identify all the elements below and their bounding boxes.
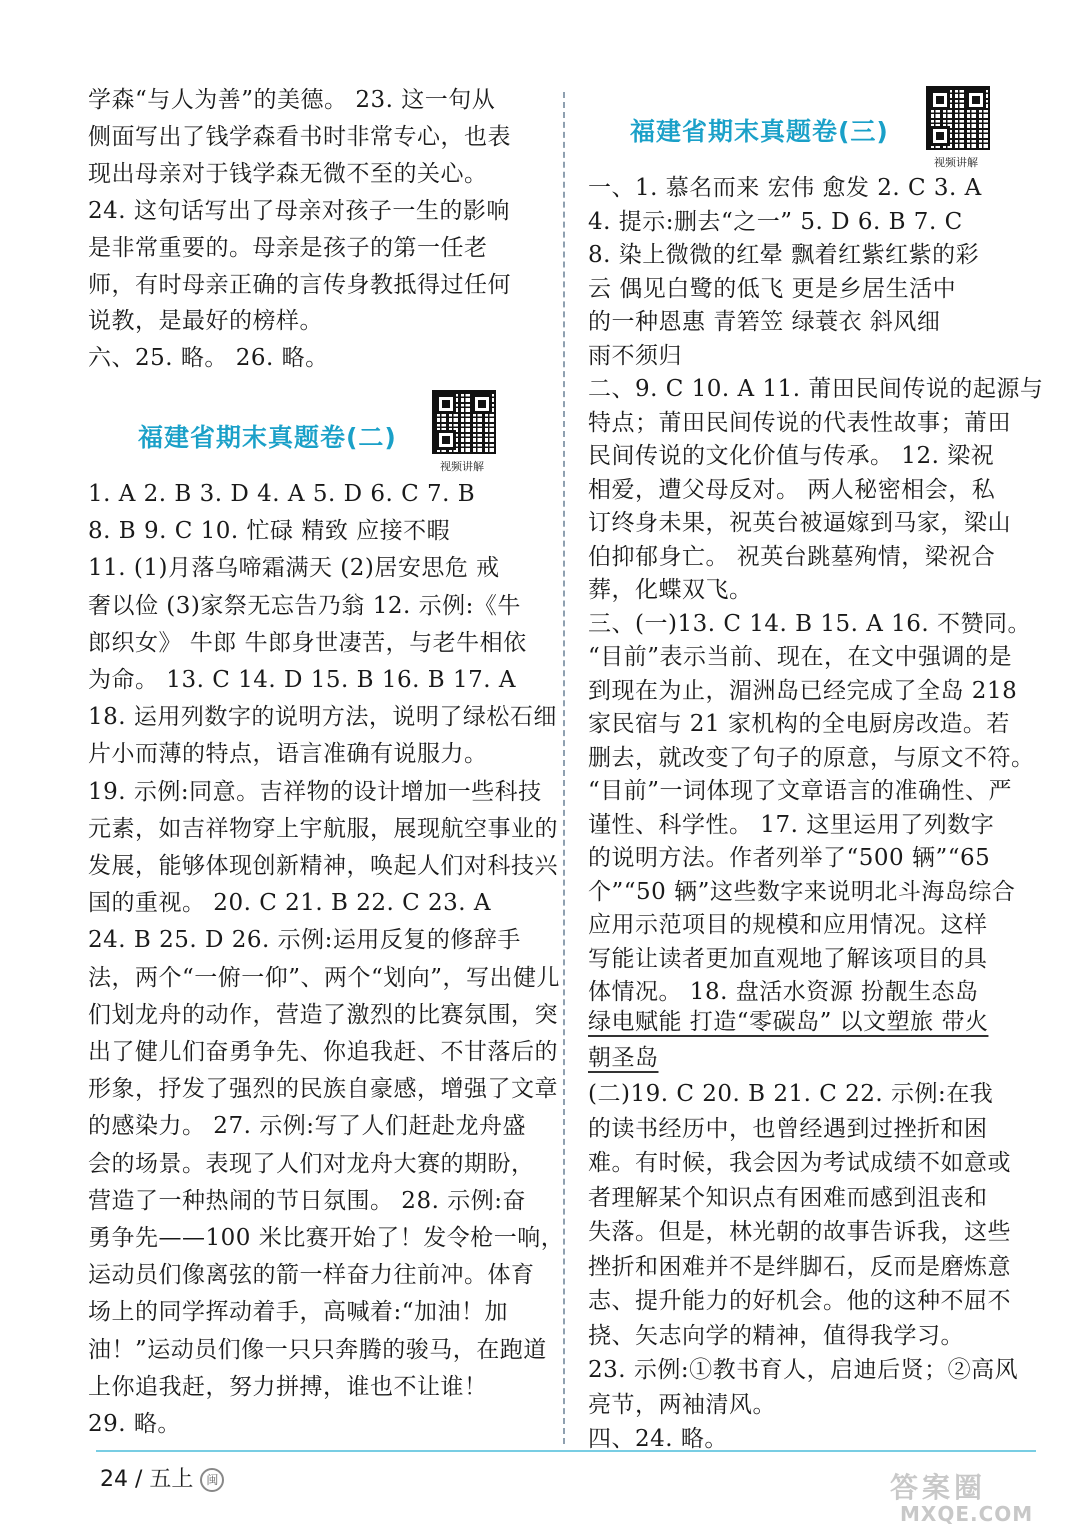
qr-code-icon[interactable] [926,86,990,150]
answer-line: 民间传说的文化价值与传承。 12. 梁祝 [588,443,995,469]
answer-line: “目前”一词体现了文章语言的准确性、严 [588,778,1013,804]
answer-line: 场上的同学挥动着手，高喊着:“加油！加 [88,1299,509,1326]
answer-underline-line: 绿电赋能 打造“零碳岛” 以文塑旅 带火 [588,1009,989,1035]
answer-line: 学森“与人为善”的美德。 23. 这一句从 [88,87,496,113]
answer-line: 法，两个“一俯一仰”、两个“划向”，写出健儿 [88,964,561,991]
answer-line: 会的场景。表现了人们对龙舟大赛的期盼， [88,1150,535,1177]
qr-caption: 视频讲解 [440,460,484,473]
answer-line: 挠、矢志向学的精神，值得我学习。 [588,1322,964,1349]
footer-rule [96,1450,1036,1452]
watermark-text: 答案圈 [890,1471,987,1504]
answer-line: 是非常重要的。母亲是孩子的第一任老 [88,234,488,261]
qr-code-icon[interactable] [432,390,496,454]
answer-line: 到现在为止，湄洲岛已经完成了全岛 218 [588,677,1018,704]
answer-line: 写能让读者更加直观地了解该项目的具 [588,945,988,972]
watermark [890,1466,1050,1530]
answer-line: 的感染力。 27. 示例:写了人们赶赴龙舟盛 [88,1113,526,1140]
answer-line: 19. 示例:同意。吉祥物的设计增加一些科技 [88,778,542,805]
answer-line: 现出母亲对于钱学森无微不至的关心。 [88,160,488,187]
answer-line: 郎织女》 牛郎 牛郎身世凄苦，与老牛相依 [88,629,527,656]
section-title-3: 福建省期末真题卷(三) [630,117,889,146]
answer-line: 24. B 25. D 26. 示例:运用反复的修辞手 [88,927,521,954]
answer-line: 24. 这句话写出了母亲对孩子一生的影响 [88,197,510,224]
answer-line: 删去，就改变了句子的原意，与原文不符。 [588,744,1035,771]
answer-line: 上你追我赶，努力拼搏，谁也不让谁！ [88,1373,488,1400]
answer-line: 一、1. 慕名而来 宏伟 愈发 2. C 3. A [588,175,982,201]
answer-line: 为命。 13. C 14. D 15. B 16. B 17. A [88,667,516,693]
edition-badge: 闽 [200,1468,224,1492]
answer-line: 的说明方法。作者列举了“500 辆”“65 [588,845,991,871]
answer-line: 失落。但是，林光朝的故事告诉我，这些 [588,1219,1011,1245]
answer-line: (二)19. C 20. B 21. C 22. 示例:在我 [588,1081,994,1107]
answer-line: 的一种恩惠 青箬笠 绿蓑衣 斜风细 [588,309,941,335]
answer-line: 亮节，两袖清风。 [588,1391,776,1418]
section-title-2: 福建省期末真题卷(二) [138,423,397,452]
qr-caption: 视频讲解 [934,156,978,169]
answer-line: 们划龙舟的动作，营造了激烈的比赛氛围，突 [88,1001,558,1028]
answer-line: “目前”表示当前、现在，在文中强调的是 [588,644,1013,670]
answer-line: 六、25. 略。 26. 略。 [88,345,329,372]
answer-line: 二、9. C 10. A 11. 莆田民间传说的起源与 [588,376,1044,402]
answer-line: 云 偶见白鹭的低飞 更是乡居生活中 [588,275,957,302]
watermark-url: MXQE.COM [900,1502,1034,1526]
answer-line: 29. 略。 [88,1411,181,1437]
answer-line: 形象，抒发了强烈的民族自豪感，增强了文章 [88,1076,558,1103]
answer-line: 23. 示例:①教书育人，启迪后贤；②高风 [588,1357,1019,1383]
answer-line: 挫折和困难并不是绊脚石，反而是磨炼意 [588,1253,1011,1280]
answer-line: 体情况。 18. 盘活水资源 扮靓生态岛 [588,979,979,1005]
answer-line: 18. 运用列数字的说明方法，说明了绿松石细 [88,704,557,731]
answer-line: 四、24. 略。 [588,1426,728,1452]
answer-line: 谨性、科学性。 17. 这里运用了列数字 [588,811,995,838]
answer-line: 雨不须归 [588,342,682,369]
footer [100,1462,224,1493]
answer-line: 家民宿与 21 家机构的全电厨房改造。若 [588,711,1010,737]
answer-line: 发展，能够体现创新精神，唤起人们对科技兴 [88,853,558,879]
answer-line: 个”“50 辆”这些数字来说明北斗海岛综合 [588,878,1016,905]
answer-line: 油！”运动员们像一只只奔腾的骏马，在跑道 [88,1336,547,1363]
answer-line: 侧面写出了钱学森看书时非常专心，也表 [88,123,511,150]
answer-line: 运动员们像离弦的箭一样奋力往前冲。体育 [88,1262,535,1289]
answer-line: 1. A 2. B 3. D 4. A 5. D 6. C 7. B [88,481,476,507]
answer-line: 片小而薄的特点，语言准确有说服力。 [88,741,488,768]
answer-line: 相爱，遭父母反对。 两人秘密相会，私 [588,476,996,503]
footer-separator: / [135,1467,143,1492]
answer-line: 师，有时母亲正确的言传身教抵得过任何 [88,271,511,298]
answer-line: 说教，是最好的榜样。 [88,308,323,335]
answer-underline-line: 朝圣岛 [588,1045,659,1071]
answer-line: 国的重视。 20. C 21. B 22. C 23. A [88,890,492,917]
answer-line: 者理解某个知识点有困难而感到沮丧和 [588,1184,988,1211]
answer-line: 勇争先——100 米比赛开始了！发令枪一响， [88,1225,565,1251]
answer-line: 8. 染上微微的红晕 飘着红紫红紫的彩 [588,242,980,268]
page-number: 24 [100,1467,128,1492]
answer-line: 8. B 9. C 10. 忙碌 精致 应接不暇 [88,518,451,545]
answer-line: 伯抑郁身亡。 祝英台跳墓殉情，梁祝合 [588,543,996,570]
answer-line: 4. 提示:删去“之一” 5. D 6. B 7. C [588,208,963,235]
answer-line: 的读书经历中，也曾经遇到过挫折和困 [588,1115,988,1142]
answer-line: 元素，如吉祥物穿上宇航服，展现航空事业的 [88,815,558,842]
answer-line: 订终身未果，祝英台被逼嫁到马家，梁山 [588,510,1011,536]
answer-line: 出了健儿们奋勇争先、你追我赶、不甘落后的 [88,1039,558,1065]
answer-line: 应用示范项目的规模和应用情况。这样 [588,912,988,938]
answer-line: 11. (1)月落乌啼霜满天 (2)居安思危 戒 [88,555,500,582]
answer-line: 特点；莆田民间传说的代表性故事；莆田 [588,409,1011,436]
answer-line: 葬，化蝶双飞。 [588,577,753,603]
answer-line: 志、提升能力的好机会。他的这种不屈不 [588,1288,1011,1314]
answer-line: 奢以俭 (3)家祭无忘告乃翁 12. 示例:《牛 [88,592,521,619]
grade-label: 五上 [149,1467,194,1492]
answer-line: 三、(一)13. C 14. B 15. A 16. 不赞同。 [588,610,1032,637]
answer-line: 营造了一种热闹的节日氛围。 28. 示例:奋 [88,1187,526,1214]
answer-line: 难。有时候，我会因为考试成绩不如意或 [588,1150,1011,1176]
